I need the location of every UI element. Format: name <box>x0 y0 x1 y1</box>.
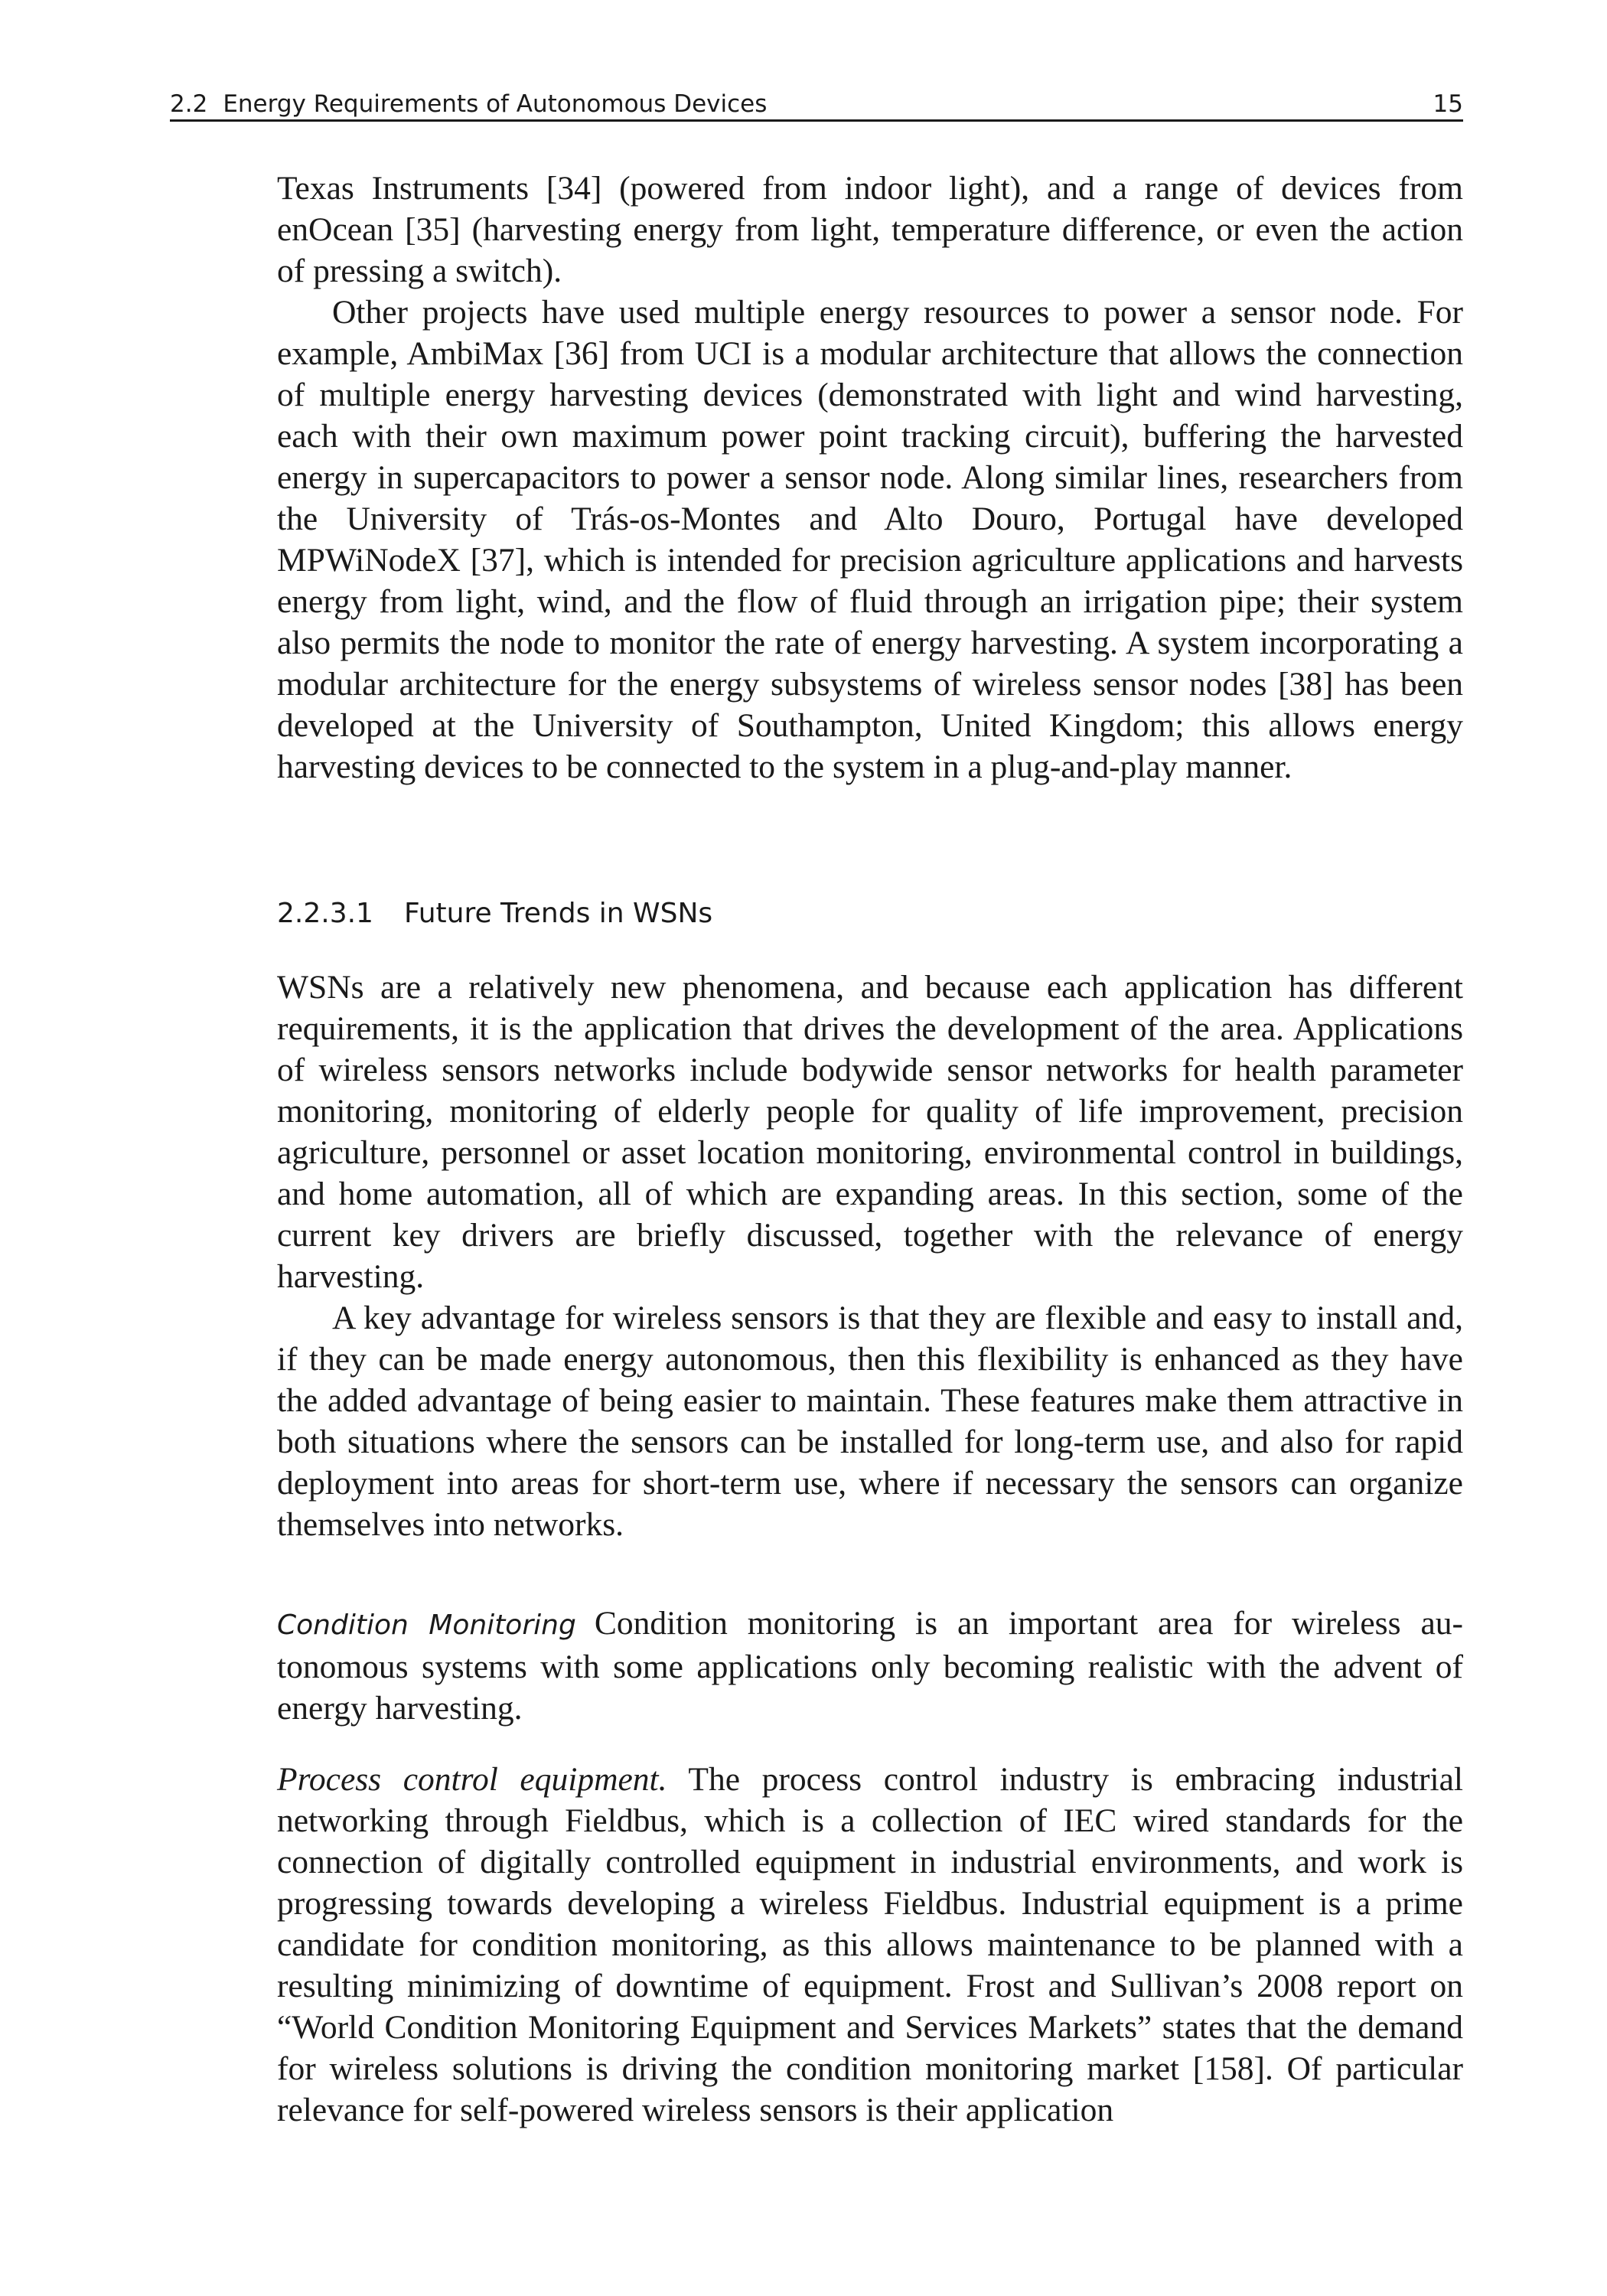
paragraph: Texas Instruments [34] (powered from indoor light), and a range of devices from enOcean [35] (harvesting energy from light, temperature difference, or even the action of pressing a switch). <box>277 170 1463 289</box>
subsection-number: 2.2.3.1 <box>277 898 373 929</box>
paragraph: Other projects have used multiple energy resources to power a sensor node. For example, AmbiMax [36] from UCI is a modular architecture that allows the connection of multiple energy harvesting devices (demonstrated with light and wind harvesting, each with their own maximum power point tracking circuit), buffering the harvested energy in supercapacitors to power a sensor node. Along similar lines, researchers from the University of Trás-os-Montes and Alto Douro, Portugal have developed MPWiNodeX [37], which is intended for precision agriculture applications and harvests energy from light, wind, and the flow of fluid through an irrigation pipe; their system also permits the node to monitor the rate of energy harvesting. A system incorporating a modular architecture for the energy subsystems of wireless sensor nodes [38] has been developed at the University of Southampton, United Kingdom; this allows energy harvesting devices to be connected to the system in a plug-and-play manner. <box>277 294 1463 785</box>
running-head-section <box>170 90 767 118</box>
condition-monitoring-section <box>277 1603 1463 1729</box>
process-control-section <box>277 1759 1463 2131</box>
section-number: 2.2 <box>170 90 208 118</box>
paragraph-text: The process control industry is embracing industrial networking through Fieldbus, which is a collection of IEC wired standards for the connection of digitally controlled equipment in industrial environments, and work is progressing towards developing a wireless Fieldbus. Industrial equipment is a prime candidate for condition monitoring, as this allows maintenance to be planned with a resulting minimizing of downtime of equipment. Frost and Sullivan’s 2008 report on “World Condition Monitoring Equipment and Services Markets” states that the demand for wireless solutions is driving the condition monitoring market [158]. Of particular relevance for self-powered wireless sensors is their application <box>277 1761 1464 2128</box>
page-number: 15 <box>1433 90 1463 118</box>
body-text-block-2 <box>277 967 1463 1545</box>
subsection-title: Future Trends in WSNs <box>403 898 713 929</box>
paragraph <box>277 1603 1463 1729</box>
paragraph-text: Condition monitoring is an important area for wireless autonomous systems with some applications only becoming realistic with the advent of energy harvesting. <box>277 1605 1464 1727</box>
section-title: Energy Requirements of Autonomous Devices <box>223 90 768 118</box>
subsection-heading <box>277 895 712 932</box>
body-text-block-1 <box>277 168 1463 788</box>
running-head <box>170 84 1463 122</box>
paragraph: WSNs are a relatively new phenomena, and because each application has different requirements, it is the application that drives the development of the area. Applications of wireless sensors networks include bodywide sensor networks for health parameter monitoring, monitoring of elderly people for quality of life improvement, precision agriculture, personnel or asset location monitoring, environmental control in buildings, and home automation, all of which are expanding areas. In this section, some of the current key drivers are briefly discussed, together with the relevance of energy harvesting. <box>277 969 1463 1295</box>
run-in-heading: Condition Monitoring <box>277 1609 576 1641</box>
paragraph <box>277 1759 1463 2131</box>
run-in-heading: Process control equipment. <box>277 1761 667 1798</box>
paragraph: A key advantage for wireless sensors is that they are flexible and easy to install and, if they can be made energy autonomous, then this flexibility is enhanced as they have the added advantage of being easier to maintain. These features make them attractive in both situations where the sensors can be installed for long-term use, and also for rapid deployment into areas for short-term use, where if necessary the sensors can organize themselves into networks. <box>277 1300 1463 1543</box>
